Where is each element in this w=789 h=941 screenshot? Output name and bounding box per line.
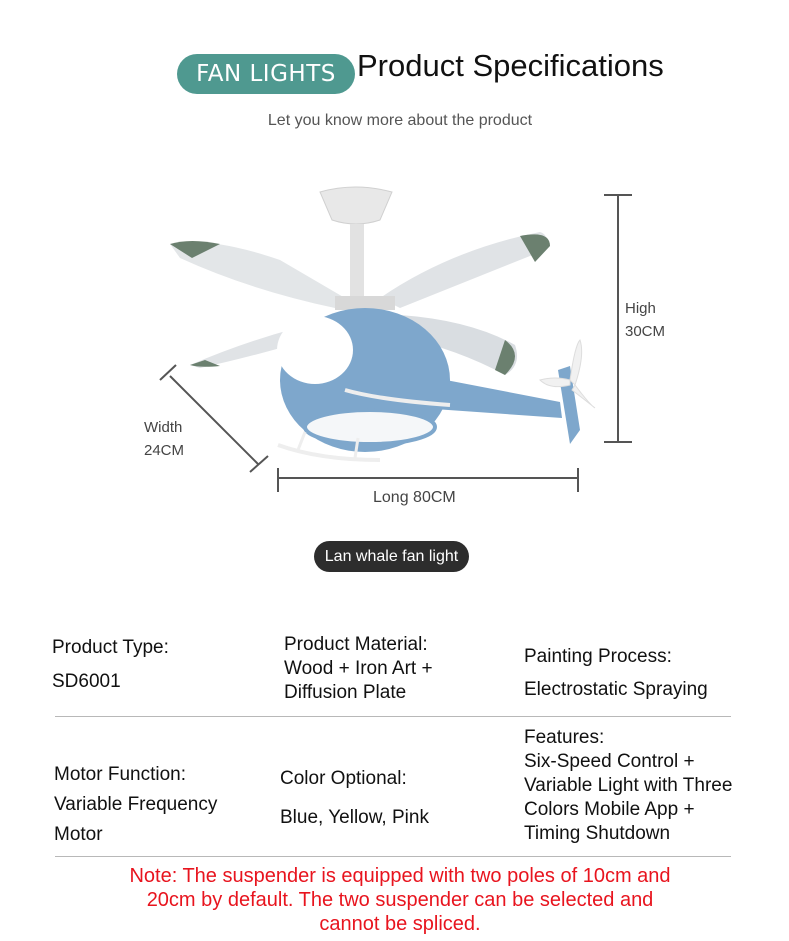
page-title: Product Specifications	[357, 48, 664, 83]
note-line: 20cm by default. The two suspender can be selected and	[146, 889, 654, 911]
spec-label: Color Optional:	[280, 768, 407, 789]
spec-value: Electrostatic Spraying	[524, 679, 708, 700]
spec-value: Blue, Yellow, Pink	[280, 807, 429, 828]
width-value: 24CM	[144, 442, 185, 459]
spec-value-line: Timing Shutdown	[524, 823, 671, 844]
spec-label: Painting Process:	[524, 646, 672, 667]
spec-color-optional	[280, 767, 429, 830]
spec-value-line: Variable Light with Three	[524, 775, 733, 796]
width-label: Width	[144, 419, 183, 436]
height-label: High	[625, 300, 656, 317]
spec-motor-function	[54, 760, 217, 850]
spec-value-line: Colors Mobile App +	[524, 799, 695, 820]
height-value: 30CM	[625, 323, 666, 340]
divider	[55, 856, 731, 857]
spec-label: Features:	[524, 727, 605, 748]
helicopter-fan-illustration	[130, 180, 650, 500]
spec-value-line: Variable Frequency	[54, 794, 218, 815]
spec-value: SD6001	[52, 671, 121, 692]
spec-value-line: Wood + Iron Art +	[284, 658, 433, 679]
spec-value-line: Diffusion Plate	[284, 682, 407, 703]
page-subtitle: Let you know more about the product	[267, 112, 533, 129]
spec-painting-process	[524, 645, 708, 702]
spec-label: Motor Function:	[54, 764, 186, 785]
width-dimension	[144, 416, 184, 462]
length-dimension: Long 80CM	[373, 489, 456, 506]
fan-lights-badge: FAN LIGHTS	[177, 54, 355, 94]
suspender-note	[80, 864, 720, 936]
spec-label: Product Material:	[284, 634, 428, 655]
height-dimension	[625, 297, 665, 343]
note-line: cannot be spliced.	[319, 913, 481, 935]
spec-features	[524, 726, 732, 846]
divider	[55, 716, 731, 717]
product-name-pill: Lan whale fan light	[314, 541, 469, 572]
note-line: Note: The suspender is equipped with two poles of 10cm and	[129, 865, 671, 887]
spec-value-line: Motor	[54, 824, 103, 845]
spec-product-type	[52, 636, 169, 694]
spec-product-material	[284, 633, 433, 705]
spec-value-line: Six-Speed Control +	[524, 751, 695, 772]
spec-label: Product Type:	[52, 637, 169, 658]
